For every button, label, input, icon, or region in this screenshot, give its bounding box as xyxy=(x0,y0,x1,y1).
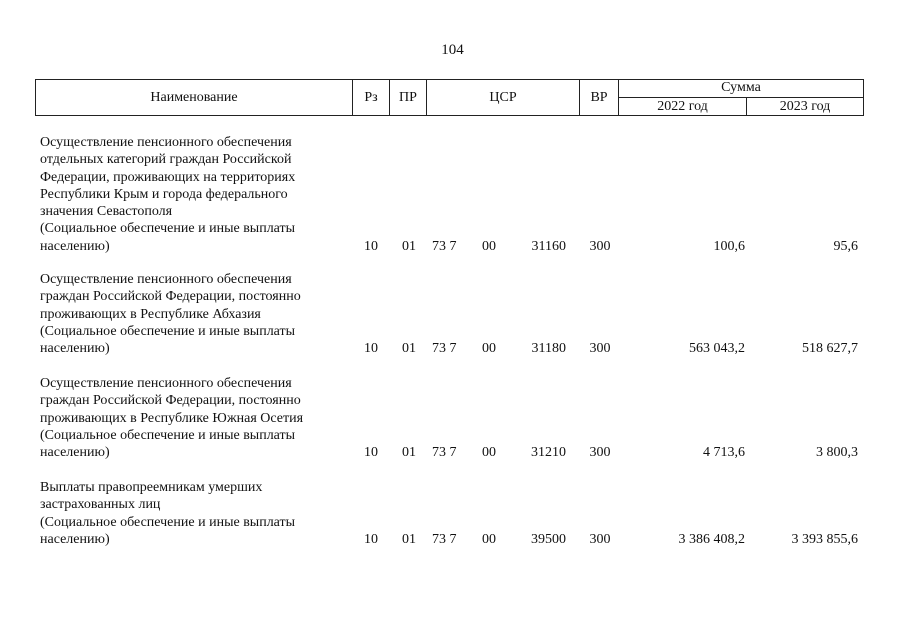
description-line: (Социальное обеспечение и иные выплаты xyxy=(40,514,296,530)
cell-sum-2022: 100,6 xyxy=(713,239,745,254)
description-line: населению) xyxy=(40,341,110,357)
header-year-2023: 2023 год xyxy=(779,99,831,114)
description-line: Осуществление пенсионного обеспечения xyxy=(40,272,292,287)
row-description xyxy=(40,134,340,255)
description-line: Выплаты правопреемникам умерших xyxy=(40,480,263,495)
description-line: граждан Российской Федерации, постоянно xyxy=(40,393,301,409)
cell-sum-2023: 3 800,3 xyxy=(816,445,858,460)
header-name: Наименование xyxy=(150,90,238,105)
cell-rz: 10 xyxy=(364,532,378,547)
cell-vr: 300 xyxy=(589,532,611,547)
description-line: Федерации, проживающих на территориях xyxy=(40,169,296,185)
description-line: Республики Крым и города федерального xyxy=(40,186,288,202)
cell-csr-direction: 31210 xyxy=(531,445,566,460)
cell-csr-program: 73 7 xyxy=(432,532,457,547)
cell-vr: 300 xyxy=(589,341,611,356)
row-description xyxy=(40,375,340,461)
description-line: отдельных категорий граждан Российской xyxy=(40,152,292,168)
description-line: проживающих в Республике Абхазия xyxy=(40,306,261,322)
header-pr: ПР xyxy=(399,90,417,105)
page-number: 104 xyxy=(441,42,464,58)
cell-csr-subprogram: 00 xyxy=(482,341,496,356)
description-line: населению) xyxy=(40,445,110,461)
cell-rz: 10 xyxy=(364,445,378,460)
cell-csr-subprogram: 00 xyxy=(482,532,496,547)
header-sum: Сумма xyxy=(721,80,761,95)
header-vr: ВР xyxy=(590,90,608,105)
cell-vr: 300 xyxy=(589,239,611,254)
description-line: застрахованных лиц xyxy=(40,497,161,513)
cell-sum-2023: 95,6 xyxy=(833,239,858,254)
cell-csr-program: 73 7 xyxy=(432,239,457,254)
cell-pr: 01 xyxy=(402,341,416,356)
cell-rz: 10 xyxy=(364,239,378,254)
description-line: населению) xyxy=(40,238,110,254)
description-line: Осуществление пенсионного обеспечения xyxy=(40,135,292,150)
cell-csr-subprogram: 00 xyxy=(482,445,496,460)
cell-sum-2023: 3 393 855,6 xyxy=(791,532,858,547)
row-description xyxy=(40,479,340,548)
cell-csr-direction: 31180 xyxy=(531,341,566,356)
description-line: Осуществление пенсионного обеспечения xyxy=(40,376,292,391)
header-divider xyxy=(618,97,864,98)
header-csr: ЦСР xyxy=(489,90,517,105)
description-line: (Социальное обеспечение и иные выплаты xyxy=(40,221,296,237)
cell-sum-2022: 563 043,2 xyxy=(689,341,745,356)
cell-csr-subprogram: 00 xyxy=(482,239,496,254)
cell-pr: 01 xyxy=(402,239,416,254)
header-bottom-border xyxy=(35,115,864,116)
cell-sum-2022: 3 386 408,2 xyxy=(678,532,745,547)
cell-csr-program: 73 7 xyxy=(432,445,457,460)
description-line: (Социальное обеспечение и иные выплаты xyxy=(40,323,296,339)
header-rz: Рз xyxy=(364,90,378,105)
cell-csr-direction: 31160 xyxy=(531,239,566,254)
cell-sum-2023: 518 627,7 xyxy=(802,341,858,356)
cell-pr: 01 xyxy=(402,532,416,547)
cell-vr: 300 xyxy=(589,445,611,460)
cell-csr-direction: 39500 xyxy=(531,532,566,547)
row-description xyxy=(40,271,340,357)
description-line: значения Севастополя xyxy=(40,204,173,220)
header-year-2022: 2022 год xyxy=(657,99,708,114)
cell-sum-2022: 4 713,6 xyxy=(703,445,745,460)
description-line: (Социальное обеспечение и иные выплаты xyxy=(40,427,296,443)
cell-csr-program: 73 7 xyxy=(432,341,457,356)
description-line: проживающих в Республике Южная Осетия xyxy=(40,410,304,426)
description-line: граждан Российской Федерации, постоянно xyxy=(40,289,301,305)
cell-pr: 01 xyxy=(402,445,416,460)
description-line: населению) xyxy=(40,531,110,547)
cell-rz: 10 xyxy=(364,341,378,356)
